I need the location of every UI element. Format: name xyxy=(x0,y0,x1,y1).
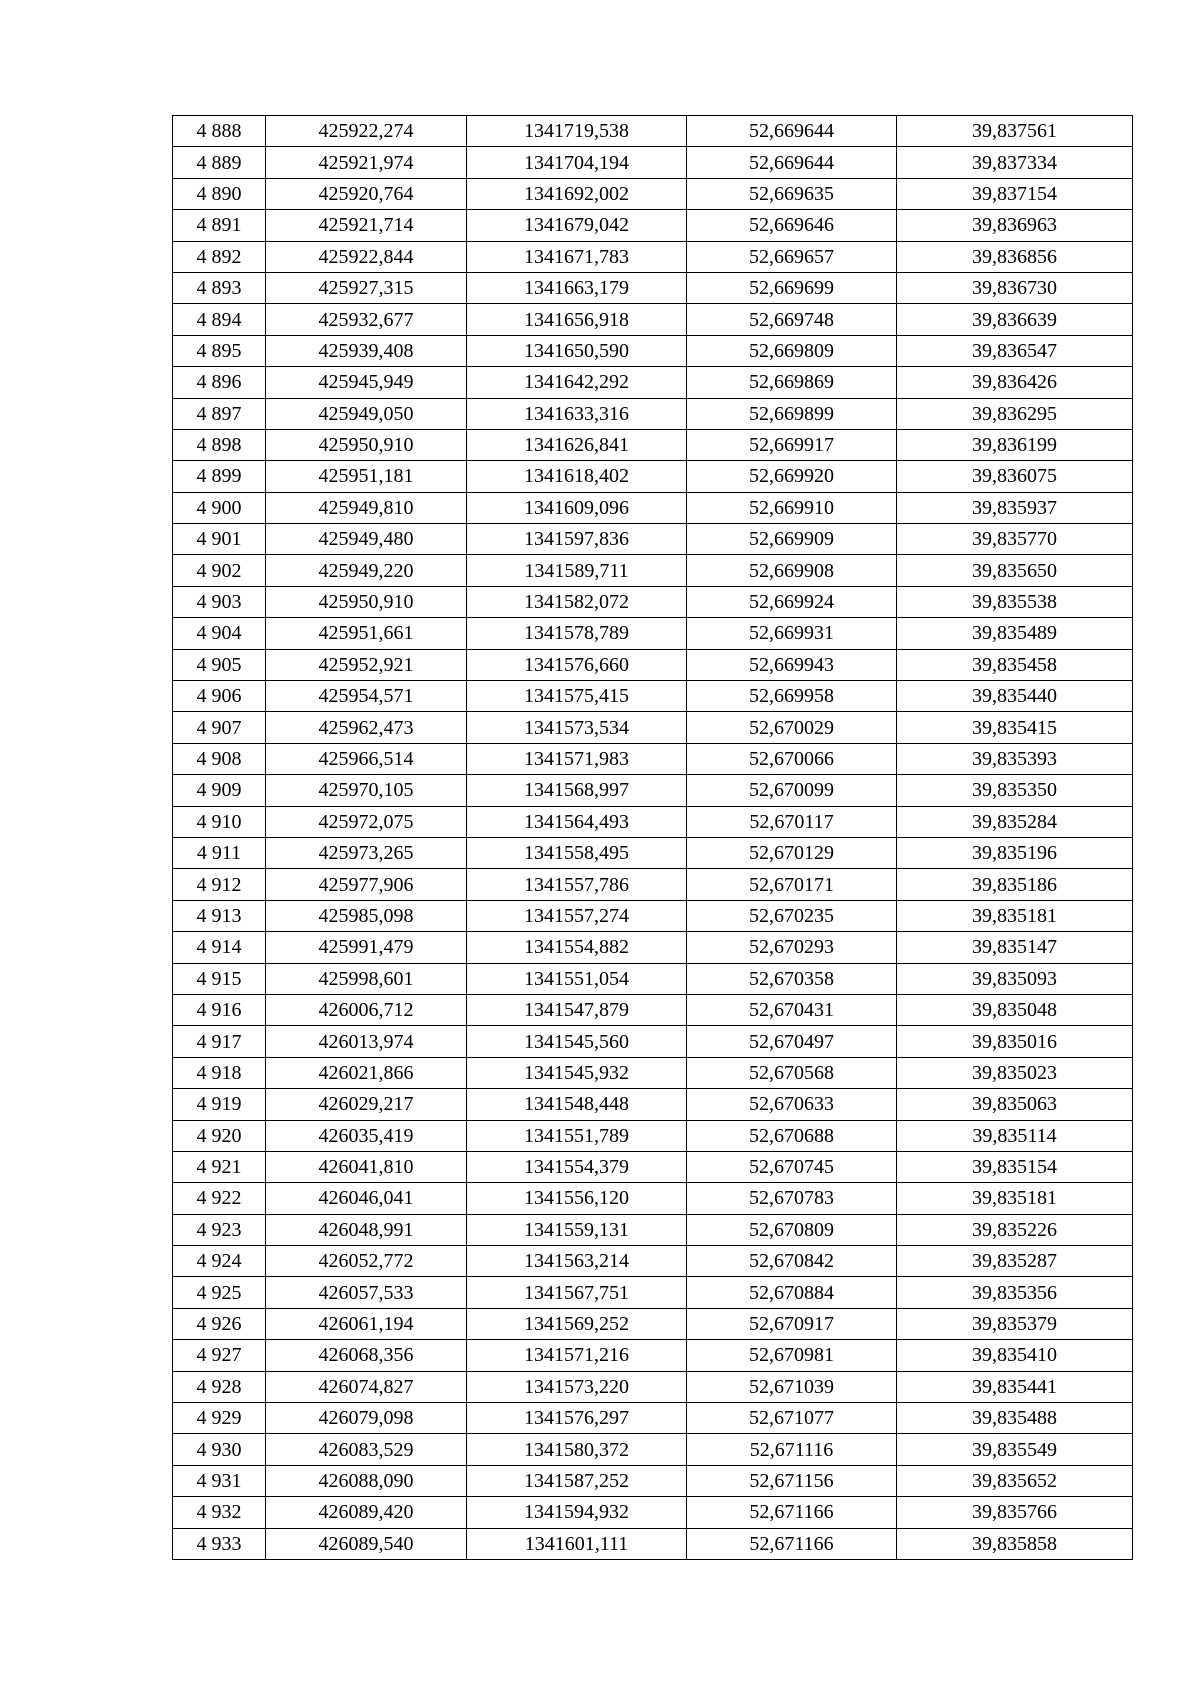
longitude-cell: 39,835410 xyxy=(897,1340,1133,1371)
table-row xyxy=(173,1026,1133,1057)
table-row xyxy=(173,1057,1133,1088)
point-number-cell: 4 894 xyxy=(173,304,266,335)
table-row xyxy=(173,994,1133,1025)
y-coordinate-cell: 1341576,297 xyxy=(467,1403,687,1434)
point-number-cell: 4 891 xyxy=(173,210,266,241)
x-coordinate-cell: 425998,601 xyxy=(266,963,467,994)
longitude-cell: 39,835440 xyxy=(897,681,1133,712)
longitude-cell: 39,835147 xyxy=(897,932,1133,963)
x-coordinate-cell: 426041,810 xyxy=(266,1151,467,1182)
longitude-cell: 39,836730 xyxy=(897,272,1133,303)
y-coordinate-cell: 1341563,214 xyxy=(467,1246,687,1277)
x-coordinate-cell: 425932,677 xyxy=(266,304,467,335)
y-coordinate-cell: 1341551,789 xyxy=(467,1120,687,1151)
x-coordinate-cell: 425920,764 xyxy=(266,178,467,209)
table-row xyxy=(173,1371,1133,1402)
x-coordinate-cell: 425922,844 xyxy=(266,241,467,272)
longitude-cell: 39,835441 xyxy=(897,1371,1133,1402)
latitude-cell: 52,670235 xyxy=(687,900,897,931)
point-number-cell: 4 917 xyxy=(173,1026,266,1057)
point-number-cell: 4 915 xyxy=(173,963,266,994)
latitude-cell: 52,669809 xyxy=(687,335,897,366)
longitude-cell: 39,835766 xyxy=(897,1497,1133,1528)
x-coordinate-cell: 426006,712 xyxy=(266,994,467,1025)
latitude-cell: 52,669899 xyxy=(687,398,897,429)
x-coordinate-cell: 425922,274 xyxy=(266,116,467,147)
table-row xyxy=(173,712,1133,743)
y-coordinate-cell: 1341692,002 xyxy=(467,178,687,209)
latitude-cell: 52,669635 xyxy=(687,178,897,209)
longitude-cell: 39,836075 xyxy=(897,461,1133,492)
coordinates-table-body xyxy=(173,116,1133,1560)
y-coordinate-cell: 1341618,402 xyxy=(467,461,687,492)
point-number-cell: 4 925 xyxy=(173,1277,266,1308)
table-row xyxy=(173,367,1133,398)
latitude-cell: 52,671156 xyxy=(687,1465,897,1496)
table-row xyxy=(173,272,1133,303)
latitude-cell: 52,669924 xyxy=(687,586,897,617)
point-number-cell: 4 929 xyxy=(173,1403,266,1434)
y-coordinate-cell: 1341663,179 xyxy=(467,272,687,303)
latitude-cell: 52,670568 xyxy=(687,1057,897,1088)
point-number-cell: 4 907 xyxy=(173,712,266,743)
x-coordinate-cell: 426061,194 xyxy=(266,1308,467,1339)
table-row xyxy=(173,1089,1133,1120)
point-number-cell: 4 908 xyxy=(173,743,266,774)
longitude-cell: 39,835489 xyxy=(897,618,1133,649)
table-row xyxy=(173,335,1133,366)
y-coordinate-cell: 1341626,841 xyxy=(467,429,687,460)
x-coordinate-cell: 425973,265 xyxy=(266,837,467,868)
table-row xyxy=(173,398,1133,429)
latitude-cell: 52,670099 xyxy=(687,775,897,806)
longitude-cell: 39,835379 xyxy=(897,1308,1133,1339)
table-row xyxy=(173,178,1133,209)
point-number-cell: 4 903 xyxy=(173,586,266,617)
x-coordinate-cell: 426021,866 xyxy=(266,1057,467,1088)
point-number-cell: 4 927 xyxy=(173,1340,266,1371)
longitude-cell: 39,835186 xyxy=(897,869,1133,900)
y-coordinate-cell: 1341567,751 xyxy=(467,1277,687,1308)
latitude-cell: 52,669931 xyxy=(687,618,897,649)
x-coordinate-cell: 425945,949 xyxy=(266,367,467,398)
table-row xyxy=(173,837,1133,868)
longitude-cell: 39,836295 xyxy=(897,398,1133,429)
longitude-cell: 39,835488 xyxy=(897,1403,1133,1434)
longitude-cell: 39,835858 xyxy=(897,1528,1133,1559)
latitude-cell: 52,669909 xyxy=(687,524,897,555)
table-row xyxy=(173,1277,1133,1308)
latitude-cell: 52,671116 xyxy=(687,1434,897,1465)
x-coordinate-cell: 425949,050 xyxy=(266,398,467,429)
y-coordinate-cell: 1341719,538 xyxy=(467,116,687,147)
point-number-cell: 4 897 xyxy=(173,398,266,429)
y-coordinate-cell: 1341557,274 xyxy=(467,900,687,931)
longitude-cell: 39,835154 xyxy=(897,1151,1133,1182)
point-number-cell: 4 921 xyxy=(173,1151,266,1182)
x-coordinate-cell: 425951,181 xyxy=(266,461,467,492)
longitude-cell: 39,835650 xyxy=(897,555,1133,586)
longitude-cell: 39,835181 xyxy=(897,1183,1133,1214)
y-coordinate-cell: 1341597,836 xyxy=(467,524,687,555)
y-coordinate-cell: 1341554,379 xyxy=(467,1151,687,1182)
latitude-cell: 52,670117 xyxy=(687,806,897,837)
table-row xyxy=(173,806,1133,837)
y-coordinate-cell: 1341609,096 xyxy=(467,492,687,523)
x-coordinate-cell: 425949,810 xyxy=(266,492,467,523)
y-coordinate-cell: 1341559,131 xyxy=(467,1214,687,1245)
x-coordinate-cell: 426083,529 xyxy=(266,1434,467,1465)
y-coordinate-cell: 1341548,448 xyxy=(467,1089,687,1120)
point-number-cell: 4 911 xyxy=(173,837,266,868)
latitude-cell: 52,670884 xyxy=(687,1277,897,1308)
latitude-cell: 52,669657 xyxy=(687,241,897,272)
longitude-cell: 39,835652 xyxy=(897,1465,1133,1496)
latitude-cell: 52,669910 xyxy=(687,492,897,523)
point-number-cell: 4 914 xyxy=(173,932,266,963)
latitude-cell: 52,671077 xyxy=(687,1403,897,1434)
latitude-cell: 52,670783 xyxy=(687,1183,897,1214)
x-coordinate-cell: 425951,661 xyxy=(266,618,467,649)
x-coordinate-cell: 426029,217 xyxy=(266,1089,467,1120)
y-coordinate-cell: 1341704,194 xyxy=(467,147,687,178)
point-number-cell: 4 892 xyxy=(173,241,266,272)
y-coordinate-cell: 1341564,493 xyxy=(467,806,687,837)
longitude-cell: 39,835538 xyxy=(897,586,1133,617)
y-coordinate-cell: 1341571,983 xyxy=(467,743,687,774)
table-row xyxy=(173,147,1133,178)
table-row xyxy=(173,1183,1133,1214)
latitude-cell: 52,670497 xyxy=(687,1026,897,1057)
y-coordinate-cell: 1341556,120 xyxy=(467,1183,687,1214)
point-number-cell: 4 900 xyxy=(173,492,266,523)
latitude-cell: 52,669958 xyxy=(687,681,897,712)
longitude-cell: 39,836547 xyxy=(897,335,1133,366)
longitude-cell: 39,835181 xyxy=(897,900,1133,931)
point-number-cell: 4 902 xyxy=(173,555,266,586)
y-coordinate-cell: 1341589,711 xyxy=(467,555,687,586)
point-number-cell: 4 922 xyxy=(173,1183,266,1214)
point-number-cell: 4 895 xyxy=(173,335,266,366)
longitude-cell: 39,835770 xyxy=(897,524,1133,555)
y-coordinate-cell: 1341545,932 xyxy=(467,1057,687,1088)
longitude-cell: 39,837334 xyxy=(897,147,1133,178)
x-coordinate-cell: 425921,974 xyxy=(266,147,467,178)
x-coordinate-cell: 426079,098 xyxy=(266,1403,467,1434)
latitude-cell: 52,670688 xyxy=(687,1120,897,1151)
point-number-cell: 4 910 xyxy=(173,806,266,837)
y-coordinate-cell: 1341576,660 xyxy=(467,649,687,680)
point-number-cell: 4 901 xyxy=(173,524,266,555)
longitude-cell: 39,837561 xyxy=(897,116,1133,147)
point-number-cell: 4 913 xyxy=(173,900,266,931)
table-row xyxy=(173,1214,1133,1245)
table-row xyxy=(173,1465,1133,1496)
y-coordinate-cell: 1341656,918 xyxy=(467,304,687,335)
x-coordinate-cell: 425991,479 xyxy=(266,932,467,963)
table-row xyxy=(173,743,1133,774)
x-coordinate-cell: 425954,571 xyxy=(266,681,467,712)
y-coordinate-cell: 1341571,216 xyxy=(467,1340,687,1371)
latitude-cell: 52,670358 xyxy=(687,963,897,994)
point-number-cell: 4 888 xyxy=(173,116,266,147)
y-coordinate-cell: 1341557,786 xyxy=(467,869,687,900)
latitude-cell: 52,670809 xyxy=(687,1214,897,1245)
table-row xyxy=(173,1497,1133,1528)
latitude-cell: 52,669644 xyxy=(687,147,897,178)
point-number-cell: 4 896 xyxy=(173,367,266,398)
y-coordinate-cell: 1341578,789 xyxy=(467,618,687,649)
y-coordinate-cell: 1341545,560 xyxy=(467,1026,687,1057)
point-number-cell: 4 919 xyxy=(173,1089,266,1120)
latitude-cell: 52,670981 xyxy=(687,1340,897,1371)
latitude-cell: 52,669748 xyxy=(687,304,897,335)
table-row xyxy=(173,304,1133,335)
point-number-cell: 4 930 xyxy=(173,1434,266,1465)
latitude-cell: 52,670293 xyxy=(687,932,897,963)
longitude-cell: 39,836199 xyxy=(897,429,1133,460)
x-coordinate-cell: 425950,910 xyxy=(266,586,467,617)
latitude-cell: 52,671039 xyxy=(687,1371,897,1402)
y-coordinate-cell: 1341642,292 xyxy=(467,367,687,398)
latitude-cell: 52,670029 xyxy=(687,712,897,743)
longitude-cell: 39,835023 xyxy=(897,1057,1133,1088)
point-number-cell: 4 889 xyxy=(173,147,266,178)
latitude-cell: 52,669699 xyxy=(687,272,897,303)
point-number-cell: 4 926 xyxy=(173,1308,266,1339)
longitude-cell: 39,835048 xyxy=(897,994,1133,1025)
x-coordinate-cell: 425952,921 xyxy=(266,649,467,680)
longitude-cell: 39,835093 xyxy=(897,963,1133,994)
table-row xyxy=(173,1340,1133,1371)
table-row xyxy=(173,618,1133,649)
x-coordinate-cell: 425939,408 xyxy=(266,335,467,366)
table-row xyxy=(173,1308,1133,1339)
latitude-cell: 52,669644 xyxy=(687,116,897,147)
point-number-cell: 4 931 xyxy=(173,1465,266,1496)
latitude-cell: 52,669646 xyxy=(687,210,897,241)
latitude-cell: 52,669920 xyxy=(687,461,897,492)
y-coordinate-cell: 1341582,072 xyxy=(467,586,687,617)
x-coordinate-cell: 425927,315 xyxy=(266,272,467,303)
point-number-cell: 4 928 xyxy=(173,1371,266,1402)
latitude-cell: 52,670431 xyxy=(687,994,897,1025)
table-row xyxy=(173,1120,1133,1151)
latitude-cell: 52,669869 xyxy=(687,367,897,398)
latitude-cell: 52,669908 xyxy=(687,555,897,586)
latitude-cell: 52,669917 xyxy=(687,429,897,460)
x-coordinate-cell: 426052,772 xyxy=(266,1246,467,1277)
y-coordinate-cell: 1341573,534 xyxy=(467,712,687,743)
point-number-cell: 4 909 xyxy=(173,775,266,806)
table-row xyxy=(173,555,1133,586)
table-row xyxy=(173,210,1133,241)
y-coordinate-cell: 1341547,879 xyxy=(467,994,687,1025)
x-coordinate-cell: 426089,540 xyxy=(266,1528,467,1559)
longitude-cell: 39,835114 xyxy=(897,1120,1133,1151)
y-coordinate-cell: 1341580,372 xyxy=(467,1434,687,1465)
table-row xyxy=(173,492,1133,523)
longitude-cell: 39,837154 xyxy=(897,178,1133,209)
point-number-cell: 4 905 xyxy=(173,649,266,680)
table-row xyxy=(173,1434,1133,1465)
longitude-cell: 39,836856 xyxy=(897,241,1133,272)
point-number-cell: 4 898 xyxy=(173,429,266,460)
x-coordinate-cell: 426048,991 xyxy=(266,1214,467,1245)
longitude-cell: 39,835393 xyxy=(897,743,1133,774)
coordinates-table xyxy=(172,115,1133,1560)
x-coordinate-cell: 425962,473 xyxy=(266,712,467,743)
longitude-cell: 39,835458 xyxy=(897,649,1133,680)
point-number-cell: 4 920 xyxy=(173,1120,266,1151)
latitude-cell: 52,669943 xyxy=(687,649,897,680)
longitude-cell: 39,836639 xyxy=(897,304,1133,335)
y-coordinate-cell: 1341575,415 xyxy=(467,681,687,712)
y-coordinate-cell: 1341671,783 xyxy=(467,241,687,272)
table-row xyxy=(173,932,1133,963)
latitude-cell: 52,670171 xyxy=(687,869,897,900)
y-coordinate-cell: 1341679,042 xyxy=(467,210,687,241)
table-row xyxy=(173,681,1133,712)
point-number-cell: 4 932 xyxy=(173,1497,266,1528)
longitude-cell: 39,836426 xyxy=(897,367,1133,398)
x-coordinate-cell: 425949,480 xyxy=(266,524,467,555)
y-coordinate-cell: 1341558,495 xyxy=(467,837,687,868)
table-row xyxy=(173,241,1133,272)
table-row xyxy=(173,649,1133,680)
y-coordinate-cell: 1341650,590 xyxy=(467,335,687,366)
x-coordinate-cell: 425949,220 xyxy=(266,555,467,586)
x-coordinate-cell: 426088,090 xyxy=(266,1465,467,1496)
y-coordinate-cell: 1341587,252 xyxy=(467,1465,687,1496)
latitude-cell: 52,670066 xyxy=(687,743,897,774)
latitude-cell: 52,670842 xyxy=(687,1246,897,1277)
x-coordinate-cell: 425972,075 xyxy=(266,806,467,837)
longitude-cell: 39,835350 xyxy=(897,775,1133,806)
longitude-cell: 39,835196 xyxy=(897,837,1133,868)
point-number-cell: 4 916 xyxy=(173,994,266,1025)
x-coordinate-cell: 425950,910 xyxy=(266,429,467,460)
x-coordinate-cell: 426074,827 xyxy=(266,1371,467,1402)
table-row xyxy=(173,1151,1133,1182)
longitude-cell: 39,835356 xyxy=(897,1277,1133,1308)
table-row xyxy=(173,1403,1133,1434)
y-coordinate-cell: 1341551,054 xyxy=(467,963,687,994)
point-number-cell: 4 924 xyxy=(173,1246,266,1277)
x-coordinate-cell: 426035,419 xyxy=(266,1120,467,1151)
point-number-cell: 4 906 xyxy=(173,681,266,712)
table-row xyxy=(173,900,1133,931)
x-coordinate-cell: 426089,420 xyxy=(266,1497,467,1528)
x-coordinate-cell: 425977,906 xyxy=(266,869,467,900)
point-number-cell: 4 933 xyxy=(173,1528,266,1559)
y-coordinate-cell: 1341594,932 xyxy=(467,1497,687,1528)
longitude-cell: 39,835063 xyxy=(897,1089,1133,1120)
longitude-cell: 39,835284 xyxy=(897,806,1133,837)
table-row xyxy=(173,586,1133,617)
longitude-cell: 39,835549 xyxy=(897,1434,1133,1465)
point-number-cell: 4 890 xyxy=(173,178,266,209)
longitude-cell: 39,835287 xyxy=(897,1246,1133,1277)
latitude-cell: 52,671166 xyxy=(687,1497,897,1528)
latitude-cell: 52,670633 xyxy=(687,1089,897,1120)
y-coordinate-cell: 1341568,997 xyxy=(467,775,687,806)
point-number-cell: 4 923 xyxy=(173,1214,266,1245)
y-coordinate-cell: 1341554,882 xyxy=(467,932,687,963)
table-row xyxy=(173,775,1133,806)
latitude-cell: 52,670129 xyxy=(687,837,897,868)
table-row xyxy=(173,1528,1133,1559)
point-number-cell: 4 918 xyxy=(173,1057,266,1088)
longitude-cell: 39,835937 xyxy=(897,492,1133,523)
y-coordinate-cell: 1341573,220 xyxy=(467,1371,687,1402)
latitude-cell: 52,670745 xyxy=(687,1151,897,1182)
x-coordinate-cell: 426068,356 xyxy=(266,1340,467,1371)
y-coordinate-cell: 1341601,111 xyxy=(467,1528,687,1559)
x-coordinate-cell: 426013,974 xyxy=(266,1026,467,1057)
x-coordinate-cell: 425966,514 xyxy=(266,743,467,774)
x-coordinate-cell: 425970,105 xyxy=(266,775,467,806)
table-row xyxy=(173,429,1133,460)
latitude-cell: 52,670917 xyxy=(687,1308,897,1339)
point-number-cell: 4 904 xyxy=(173,618,266,649)
longitude-cell: 39,836963 xyxy=(897,210,1133,241)
table-row xyxy=(173,963,1133,994)
longitude-cell: 39,835415 xyxy=(897,712,1133,743)
x-coordinate-cell: 425921,714 xyxy=(266,210,467,241)
table-row xyxy=(173,524,1133,555)
x-coordinate-cell: 426057,533 xyxy=(266,1277,467,1308)
table-row xyxy=(173,1246,1133,1277)
x-coordinate-cell: 425985,098 xyxy=(266,900,467,931)
latitude-cell: 52,671166 xyxy=(687,1528,897,1559)
longitude-cell: 39,835226 xyxy=(897,1214,1133,1245)
y-coordinate-cell: 1341569,252 xyxy=(467,1308,687,1339)
point-number-cell: 4 912 xyxy=(173,869,266,900)
longitude-cell: 39,835016 xyxy=(897,1026,1133,1057)
table-row xyxy=(173,461,1133,492)
table-row xyxy=(173,869,1133,900)
point-number-cell: 4 893 xyxy=(173,272,266,303)
y-coordinate-cell: 1341633,316 xyxy=(467,398,687,429)
table-row xyxy=(173,116,1133,147)
x-coordinate-cell: 426046,041 xyxy=(266,1183,467,1214)
point-number-cell: 4 899 xyxy=(173,461,266,492)
